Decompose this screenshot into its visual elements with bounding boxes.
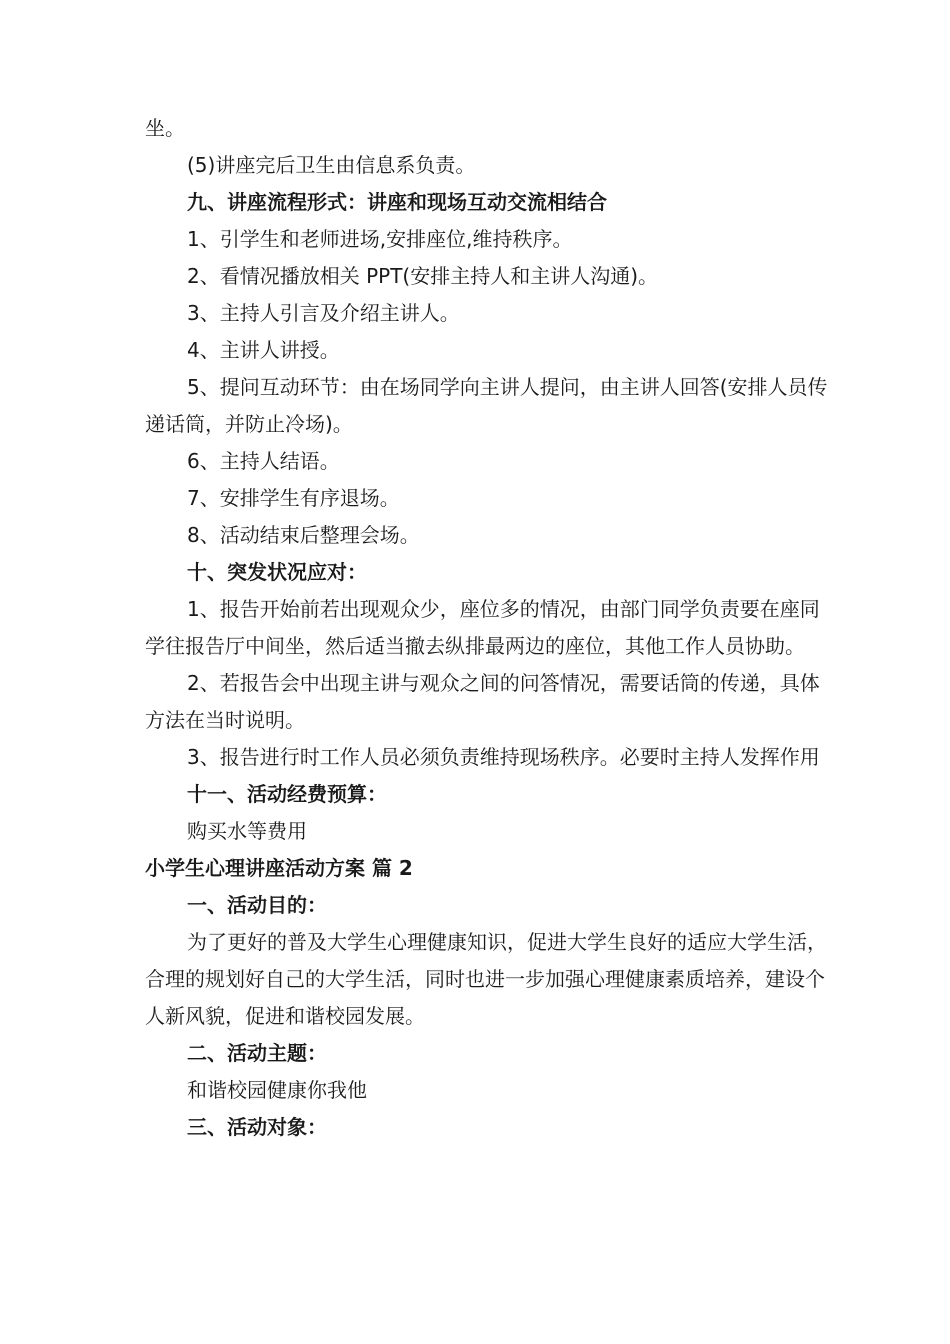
heading-section-3: 三、活动对象：: [187, 1115, 327, 1139]
paragraph-20: 为了更好的普及大学生心理健康知识，促进大学生良好的适应大学生活，合理的规划好自己的大学生活，同时也进一步加强心理健康素质培养，建设个人新风貌，促进和谐校园发展。: [145, 930, 827, 1028]
paragraph-9: 6、主持人结语。: [187, 449, 340, 473]
paragraph-1: 坐。: [145, 116, 185, 140]
document-title-part-2: 小学生心理讲座活动方案 篇 2: [145, 856, 413, 880]
paragraph-15: 3、报告进行时工作人员必须负责维持现场秩序。必要时主持人发挥作用: [187, 745, 820, 769]
heading-section-9: 九、讲座流程形式：讲座和现场互动交流相结合: [187, 190, 607, 214]
paragraph-22: 和谐校园健康你我他: [187, 1078, 367, 1102]
heading-section-2: 二、活动主题：: [187, 1041, 327, 1065]
paragraph-6: 3、主持人引言及介绍主讲人。: [187, 301, 460, 325]
paragraph-4: 1、引学生和老师进场,安排座位,维持秩序。: [187, 227, 573, 251]
paragraph-7: 4、主讲人讲授。: [187, 338, 340, 362]
paragraph-17: 购买水等费用: [187, 819, 307, 843]
paragraph-8: 5、提问互动环节：由在场同学向主讲人提问，由主讲人回答(安排人员传递话筒，并防止冷场)。: [145, 375, 828, 436]
paragraph-2: (5)讲座完后卫生由信息系负责。: [187, 153, 476, 177]
document-page: [145, 110, 835, 1146]
paragraph-5: 2、看情况播放相关 PPT(安排主持人和主讲人沟通)。: [187, 264, 659, 288]
heading-section-11: 十一、活动经费预算：: [187, 782, 387, 806]
paragraph-10: 7、安排学生有序退场。: [187, 486, 400, 510]
heading-section-10: 十、突发状况应对：: [187, 560, 367, 584]
heading-section-1: 一、活动目的：: [187, 893, 327, 917]
paragraph-13: 1、报告开始前若出现观众少，座位多的情况，由部门同学负责要在座同学往报告厅中间坐，然后适当撤去纵排最两边的座位，其他工作人员协助。: [145, 597, 820, 658]
paragraph-11: 8、活动结束后整理会场。: [187, 523, 420, 547]
paragraph-14: 2、若报告会中出现主讲与观众之间的问答情况，需要话筒的传递，具体方法在当时说明。: [145, 671, 820, 732]
